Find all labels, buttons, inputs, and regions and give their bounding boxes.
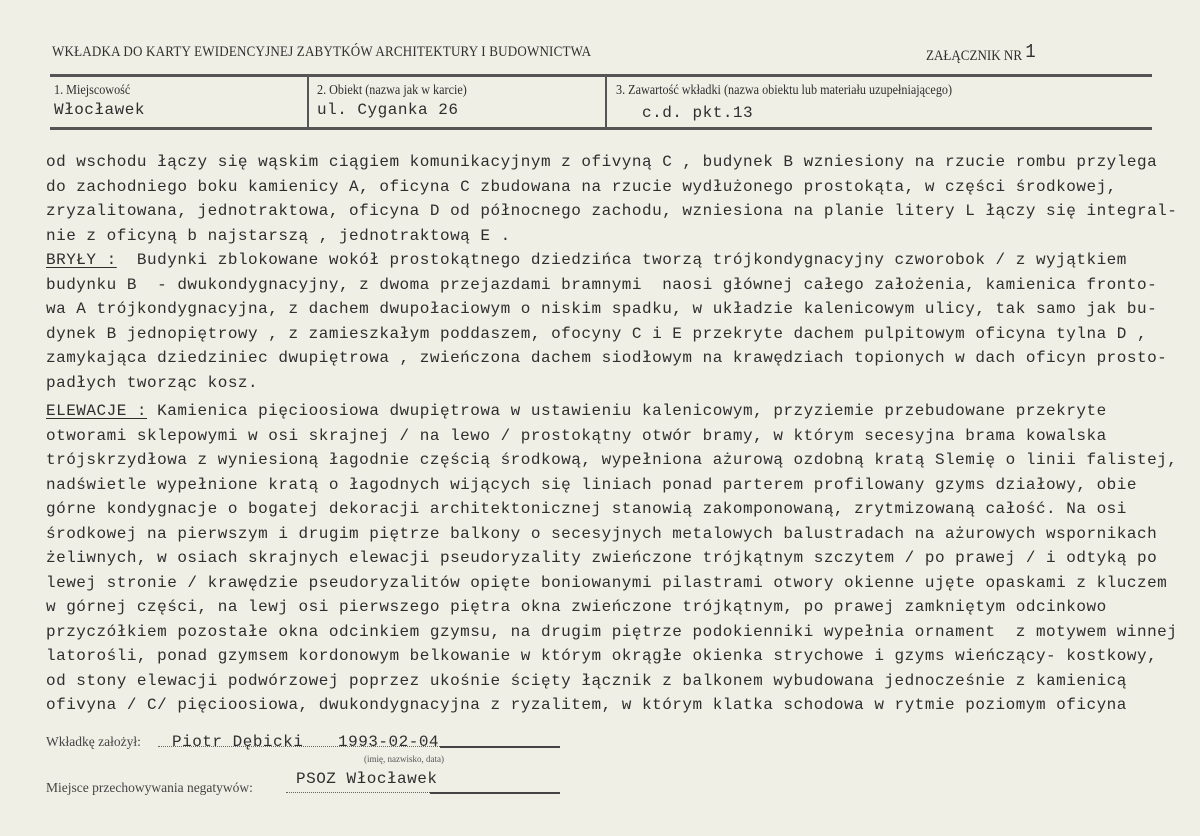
body-line-text: lewej stronie / krawędzie pseudoryzalitów opięte boniowanymi pilastrami otwory okienne ujęte opaskami z kluczem	[46, 573, 1168, 592]
storage-line	[430, 792, 560, 794]
body-line-text: środkowej na pierwszym i drugim piętrze balkony o secesyjnych metalowych balustradach na ażurowych wspornikach	[46, 524, 1158, 543]
body-line	[46, 645, 1157, 669]
body-line	[46, 372, 258, 396]
author-hint: (imię, nazwisko, data)	[364, 754, 444, 764]
body-line-text: górne kondygnacje o bogatej dekoracji architektonicznej stanowią zakomponowaną, zrytmizowaną całość. Na osi	[46, 500, 1127, 518]
body-line	[46, 347, 1167, 371]
body-line-text: zryzalitowana, jednotraktowa, oficyna D od północnego zachodu, wzniesiona na planie litery L łączy się integral-	[46, 202, 1178, 220]
body-line-text: nie z oficyną b najstarszą , jednotraktową E .	[46, 226, 511, 245]
body-line	[46, 200, 1177, 224]
author-line	[440, 746, 560, 748]
body-line-text: dynek B jednopiętrowy , z zamieszkałym poddaszem, ofocyny C i E przekryte dachem pulpitowym oficyna tylna D ,	[46, 324, 1148, 343]
storage-dotted-line	[286, 792, 436, 793]
body-line-text: nadświetle wypełnione kratą o łagodnych wijących się liniach ponad parterem profilowany gzyms działowy, obie	[46, 475, 1137, 494]
body-line-text: Kamienica pięcioosiowa dwupiętrowa w ustawieniu kalenicowym, przyziemie przebudowane przekryte	[147, 402, 1107, 420]
annex-label	[926, 41, 1036, 66]
body-line-text: przyczółkiem pozostałe okna odcinkiem gzymsu, na drugim piętrze podokienniki wypełnia ornament z motywem winnej	[46, 622, 1178, 641]
annex-number: 1	[1025, 41, 1036, 63]
body-line	[46, 298, 1157, 322]
annex-label-text: ZAŁĄCZNIK NR	[926, 48, 1023, 64]
section-heading: BRYŁY :	[46, 251, 117, 269]
body-line	[46, 176, 1117, 200]
body-line	[46, 474, 1137, 498]
body-line-text: do zachodniego boku kamienicy A, oficyna C zbudowana na rzucie wydłużonego prostokąta, w części środkowej,	[46, 177, 1117, 196]
body-line-text: Budynki zblokowane wokół prostokątnego dziedzińca tworzą trójkondygnacyjny czworobok / z wyjątkiem	[116, 251, 1127, 269]
body-line-text: budynku B - dwukondygnacyjny, z dwoma przejazdami bramnymi naosi głównej całego założenia, kamienica fronto-	[46, 275, 1158, 294]
body-line	[46, 596, 1107, 620]
field-label-locality: 1. Miejscowość	[54, 82, 131, 97]
body-line	[46, 694, 1127, 718]
field-value-object: ul. Cyganka 26	[317, 101, 459, 119]
field-value-contents: c.d. pkt.13	[642, 104, 754, 122]
column-divider	[307, 77, 309, 129]
field-value-locality: Włocławek	[54, 101, 145, 119]
field-label-object: 2. Obiekt (nazwa jak w karcie)	[317, 82, 467, 97]
body-line	[46, 400, 1107, 424]
body-line-text: padłych tworząc kosz.	[46, 373, 259, 392]
body-line-text: latorośli, ponad gzymsem kordonowym belkowanie w którym okrągłe okienka strychowe i gzyms wieńczący- kostkowy,	[46, 647, 1158, 665]
body-line-text: wa A trójkondygnacyjna, z dachem dwupołaciowym o niskim spadku, w układzie kalenicowym ulicy, tak samo jak bu-	[46, 300, 1158, 318]
body-line	[46, 151, 1157, 175]
body-line	[46, 249, 1127, 273]
header-top-rule	[50, 74, 1152, 77]
body-line-text: ofivyna / C/ pięcioosiowa, dwukondygnacyjna z ryzalitem, w którym klatka schodowa w rytmie poziomym oficyna	[46, 696, 1127, 714]
section-heading: ELEWACJE :	[46, 402, 148, 420]
body-line-text: zamykająca dziedziniec dwupiętrowa , zwieńczona dachem siodłowym na krawędziach topionych w dach oficyn prosto-	[46, 349, 1168, 367]
body-line	[46, 621, 1177, 645]
body-line	[46, 274, 1157, 298]
body-line-text: od wschodu łączy się wąskim ciągiem komunikacyjnym z ofivyną C , budynek B wzniesiony na rzucie rombu przylega	[46, 153, 1158, 171]
body-line	[46, 523, 1157, 547]
storage-value: PSOZ Włocławek	[296, 770, 438, 788]
body-line	[46, 225, 511, 249]
form-title: WKŁADKA DO KARTY EWIDENCYJNEJ ZABYTKÓW ARCHITEKTURY I BUDOWNICTWA	[52, 44, 592, 60]
body-line-text: otworami sklepowymi w osi skrajnej / na lewo / prostokątny otwór bramy, w którym secesyjna brama kowalska	[46, 426, 1107, 445]
body-line	[46, 547, 1157, 571]
column-divider	[605, 77, 607, 129]
body-line-text: od stony elewacji podwórzowej poprzez ukośnie ścięty łącznik z balkonem wybudowana jednocześnie z kamienicą	[46, 671, 1127, 690]
author-date: 1993-02-04	[338, 733, 440, 751]
field-label-contents: 3. Zawartość wkładki (nazwa obiektu lub materiału uzupełniającego)	[616, 82, 953, 97]
header-bottom-rule	[50, 127, 1152, 130]
body-line	[46, 425, 1107, 449]
author-label: Wkładkę założył:	[46, 734, 141, 749]
author-name: Piotr Dębicki	[172, 733, 304, 751]
body-line	[46, 572, 1167, 596]
body-line-text: w górnej części, na lewj osi pierwszego piętra okna zwieńczone trójkątnym, po prawej zamkniętym odcinkowo	[46, 598, 1107, 616]
storage-label: Miejsce przechowywania negatywów:	[46, 780, 253, 795]
body-line-text: trójskrzydłowa z wyniesioną łagodnie częścią środkową, wypełniona ażurową ozdobną kratą Slemię o linii falistej,	[46, 451, 1178, 469]
body-line	[46, 498, 1127, 522]
body-line	[46, 670, 1127, 694]
body-line	[46, 449, 1177, 473]
body-line-text: żeliwnych, w osiach skrajnych elewacji pseudoryzality zwieńczone trójkątnym szczytem / po prawej / i odtyką po	[46, 549, 1158, 567]
body-line	[46, 323, 1147, 347]
